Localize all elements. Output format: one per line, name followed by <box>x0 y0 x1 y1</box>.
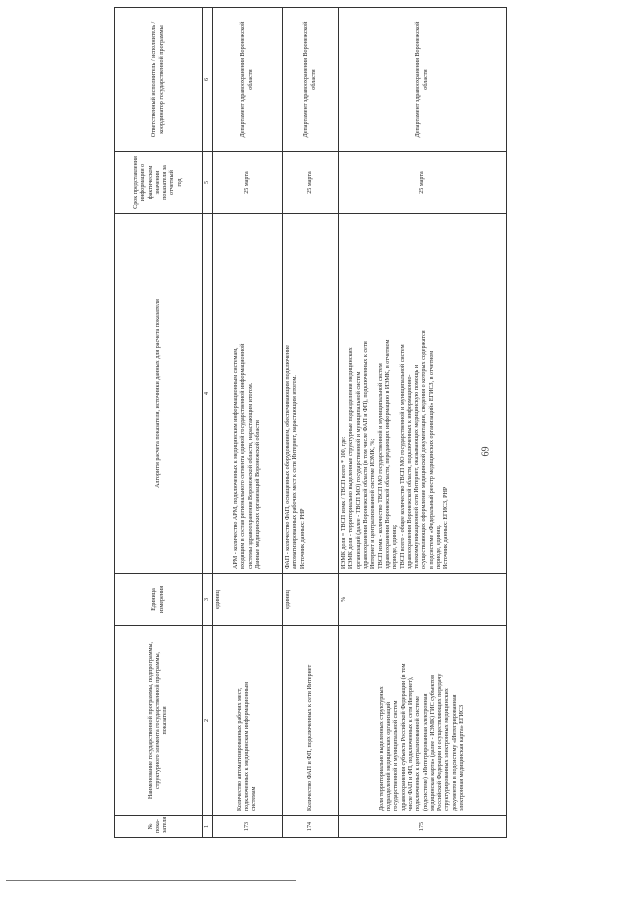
name-line: электронная медицинская карта» ЕГИСЗ <box>459 704 466 811</box>
header-row <box>115 8 203 838</box>
header-number <box>115 816 203 838</box>
column-number: 1 <box>203 816 213 838</box>
indicators-table <box>114 7 507 838</box>
name-line: числе ФАП и ФП, подключенных к сети Интернет), <box>407 676 414 811</box>
algorithm-line: здравоохранения Воронежской области, подключенных к информационно- <box>406 374 413 569</box>
header-unit <box>115 574 203 626</box>
algorithm-line: Данные медицинских организаций Воронежской области <box>254 420 261 569</box>
algorithm-line: Источник данных: ЕГИСЗ, РНР <box>443 486 450 569</box>
row-unit: единиц <box>283 574 339 626</box>
row-unit: % <box>339 574 507 626</box>
header-text: показателя <box>162 706 169 735</box>
page-number: 69 <box>480 446 492 457</box>
row-unit: единиц <box>213 574 283 626</box>
header-text: Единица измерения <box>151 585 165 614</box>
name-line: системам <box>251 786 258 811</box>
header-text: показателя за отчетный <box>162 165 176 200</box>
name-line: Количество ФАП и ФП, подключенных к сети Интернет <box>306 664 313 811</box>
algorithm-line: телекоммуникационной сети Интернет, оказывающих медицинскую помощь и <box>414 364 421 569</box>
row-indicator-name <box>283 626 339 816</box>
row-executor: Департамент здравоохранения Воронежской области <box>339 8 507 152</box>
name-line: медицинская карта» (далее - ИЭМК) ГИС субъектов <box>429 675 436 811</box>
row-number: 173 <box>213 816 283 838</box>
row-executor: Департамент здравоохранения Воронежской области <box>283 8 339 152</box>
algorithm-line: Интернет и централизованной системе ИЭМК, %; <box>370 438 377 569</box>
name-line: государственной и муниципальной систем <box>393 700 400 811</box>
algorithm-line: ТВСП иэмк - количество ТВСП МО государственной и муниципальной систем <box>377 363 384 569</box>
algorithm-line: АРМ - количество АРМ, подключенных к медицинским информационным системам, <box>232 347 239 569</box>
name-line: документов в подсистему «Интегрированная <box>451 694 458 811</box>
name-line: подключенных к медицинским информационным <box>243 682 250 811</box>
header-text: год <box>176 178 183 187</box>
algorithm-line: системы здравоохранения Воронежской области, нарастающим итогом. <box>247 382 254 569</box>
footer-rule <box>6 880 296 881</box>
algorithm-line: периоде, единиц. <box>436 524 443 569</box>
header-text: зателя <box>162 816 169 833</box>
name-line: структурированных электронных медицинских <box>444 688 451 811</box>
column-number: 5 <box>203 152 213 214</box>
table-row <box>213 8 283 838</box>
algorithm-line: здравоохранения Воронежской области, передающих информацию в ИЭМК, в отчетном <box>384 339 391 569</box>
algorithm-line: периоде, единиц; <box>392 524 399 569</box>
rotated-table-wrapper <box>114 8 507 838</box>
header-text: Срок представления <box>132 156 139 209</box>
algorithm-line: ИЭМК доля = ТВСП иэмк / ТВСП всего * 100, где: <box>341 436 347 569</box>
algorithm-line: в подсистеме «Федеральный реестр медицинских организаций» ЕГИСЗ, в отчетном <box>428 350 435 569</box>
header-text: Ответственный исполнитель / исполнитель / <box>151 21 158 138</box>
name-line: здравоохранения субъекта Российской Федерации (в том <box>400 663 407 811</box>
header-text: фактическом значении <box>147 165 161 200</box>
row-deadline: 25 марта <box>339 152 507 214</box>
row-executor: Департамент здравоохранения Воронежской области <box>213 8 283 152</box>
header-text: пока- <box>154 819 161 833</box>
algorithm-line: здравоохранения Воронежской области (в том числе ФАП и ФП), подключенных к сети <box>362 341 369 569</box>
header-text: № <box>147 823 154 830</box>
column-number-row <box>203 8 213 838</box>
row-indicator-name <box>339 626 507 816</box>
row-deadline: 25 марта <box>213 152 283 214</box>
algorithm-line: входящим в состав регионального сегмента единой государственной информационной <box>240 343 247 569</box>
row-number: 174 <box>283 816 339 838</box>
row-algorithm <box>213 214 283 574</box>
header-text: Наименование государственной программы, подпрограммы, <box>147 641 154 800</box>
header-executor <box>115 8 203 152</box>
name-line: (подсистеме) «Интегрированная электронная <box>422 693 429 811</box>
algorithm-line: автоматизированных рабочих мест к сети Интернет, нарастающим итогом. <box>292 375 299 569</box>
header-name <box>115 626 203 816</box>
column-number: 4 <box>203 214 213 574</box>
algorithm-line: ТВСП всего - общее количество ТВСП МО государственной и муниципальной систем <box>399 344 406 569</box>
row-algorithm <box>339 214 507 574</box>
row-number: 175 <box>339 816 507 838</box>
row-indicator-name <box>213 626 283 816</box>
header-text: информации о <box>140 163 147 202</box>
column-number: 6 <box>203 8 213 152</box>
algorithm-line: Источник данных: РНР <box>299 508 306 569</box>
name-line: Доля территориально выделенных структурных <box>378 686 385 811</box>
name-line: Российской Федерации и осуществляющих передачу <box>437 673 444 811</box>
header-algorithm <box>115 214 203 574</box>
name-line: подключенных к централизованной системе <box>415 696 422 811</box>
row-algorithm <box>283 214 339 574</box>
table-row <box>283 8 339 838</box>
header-text: координатор государственной программы <box>158 25 165 134</box>
algorithm-line: ИЭМК доля - территориально выделенные структурные подразделения медицинских <box>348 347 355 569</box>
name-line: Количество автоматизированных рабочих мест, <box>236 687 243 811</box>
row-deadline: 25 марта <box>283 152 339 214</box>
header-deadline <box>115 152 203 214</box>
algorithm-line: организаций (далее - ТВСП МО) государственной и муниципальной систем <box>355 371 362 569</box>
header-text: структурного элемента государственной программы, <box>154 651 161 790</box>
column-number: 2 <box>203 626 213 816</box>
name-line: подразделений медицинских организаций <box>385 702 392 811</box>
column-number: 3 <box>203 574 213 626</box>
algorithm-line: ФАП - количество ФАП, оснащенных оборудованием, обеспечивающим подключение <box>285 345 291 569</box>
table-row <box>339 8 507 838</box>
header-text: Алгоритм расчета показателя, источники данных для расчета показателя <box>154 299 161 488</box>
algorithm-line: осуществляющих оформление медицинской документации, сведения о которых содержатся <box>421 330 428 569</box>
